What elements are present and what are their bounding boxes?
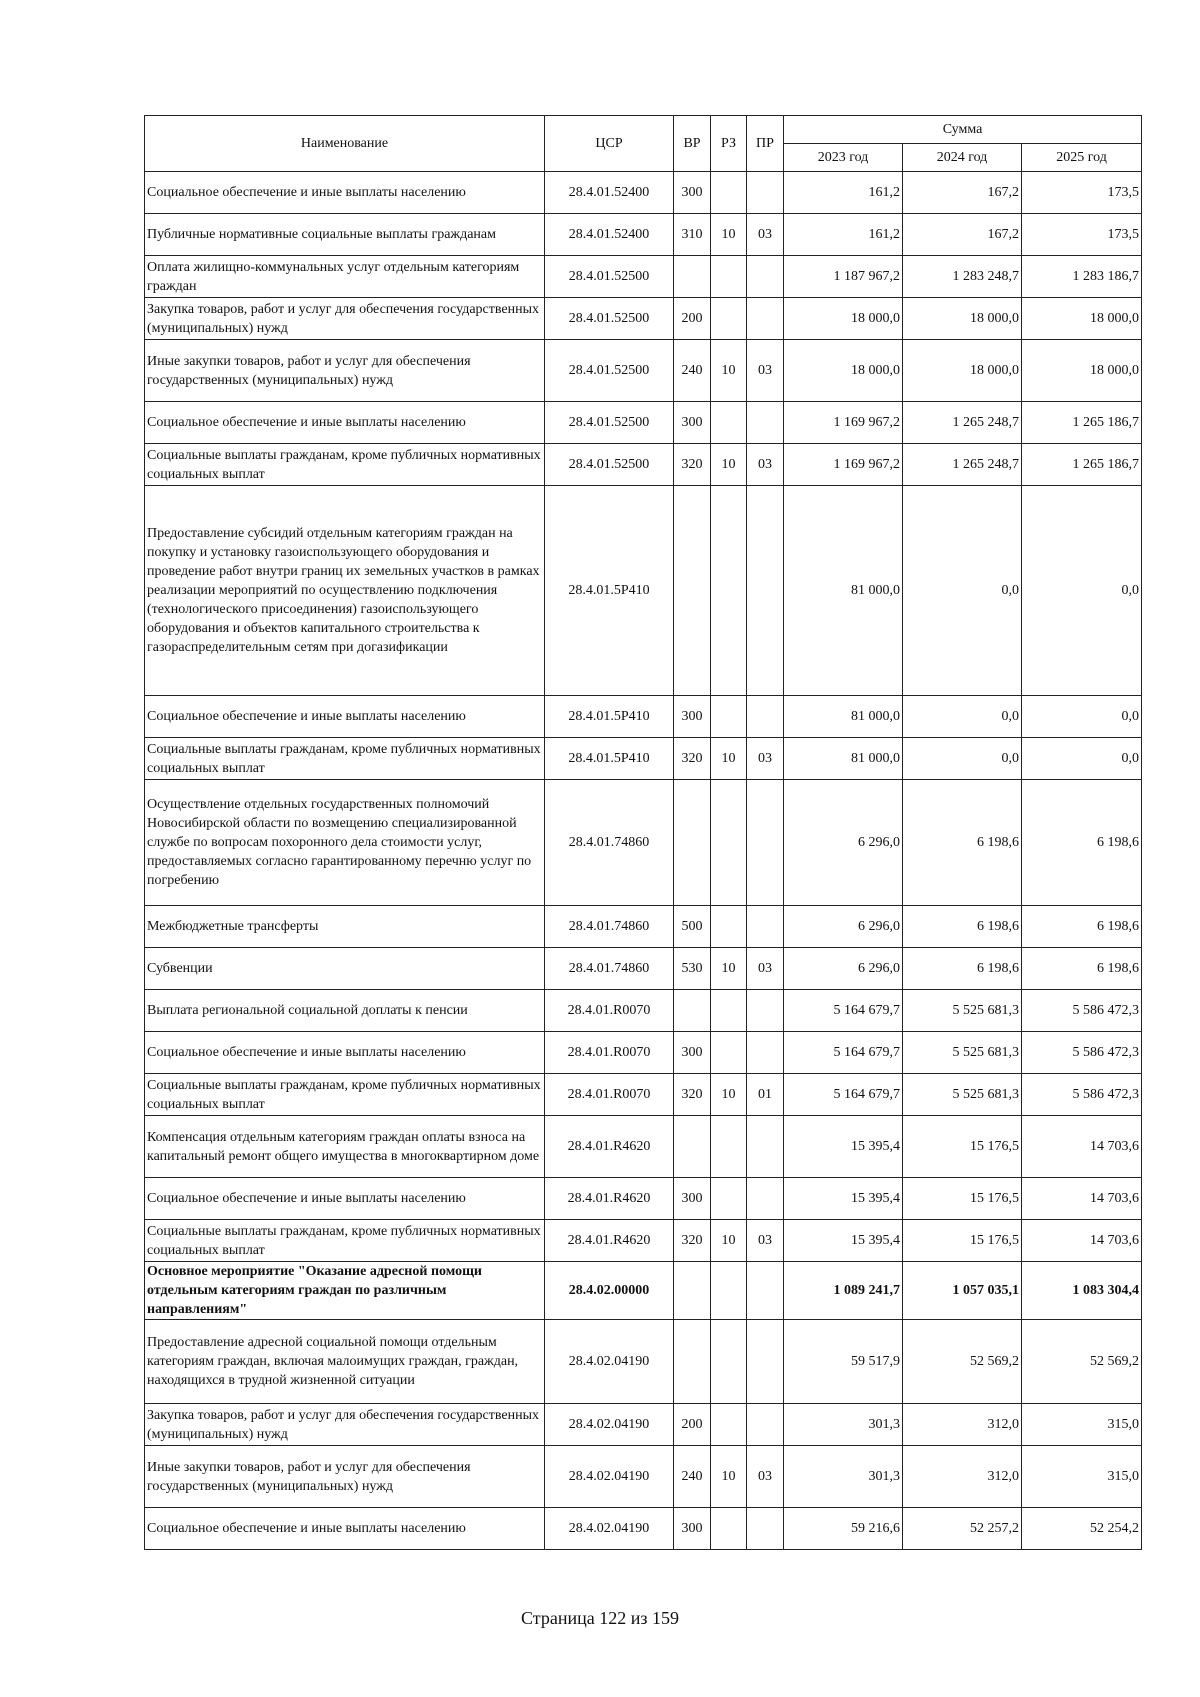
budget-table [144, 115, 1142, 1550]
row-pr: 03 [747, 340, 784, 402]
header-sum: Сумма [784, 116, 1142, 144]
row-rz [711, 1032, 747, 1074]
row-pr [747, 990, 784, 1032]
table-body [145, 172, 1142, 1550]
row-rz [711, 780, 747, 906]
row-sum-2025: 0,0 [1022, 486, 1142, 696]
row-sum-2025: 14 703,6 [1022, 1116, 1142, 1178]
row-vr [674, 486, 711, 696]
row-pr [747, 1262, 784, 1320]
header-csr: ЦСР [545, 116, 674, 172]
row-sum-2024: 312,0 [903, 1446, 1022, 1508]
table-row [145, 780, 1142, 906]
row-sum-2025: 14 703,6 [1022, 1178, 1142, 1220]
row-sum-2023: 5 164 679,7 [784, 990, 903, 1032]
row-sum-2024: 15 176,5 [903, 1178, 1022, 1220]
row-vr: 320 [674, 1074, 711, 1116]
row-csr: 28.4.02.04190 [545, 1446, 674, 1508]
row-sum-2024: 0,0 [903, 486, 1022, 696]
row-vr: 320 [674, 444, 711, 486]
row-rz [711, 172, 747, 214]
row-sum-2023: 6 296,0 [784, 780, 903, 906]
row-sum-2023: 15 395,4 [784, 1178, 903, 1220]
row-pr [747, 486, 784, 696]
row-vr: 300 [674, 402, 711, 444]
table-row [145, 906, 1142, 948]
row-sum-2023: 1 187 967,2 [784, 256, 903, 298]
row-sum-2024: 15 176,5 [903, 1220, 1022, 1262]
row-csr: 28.4.02.04190 [545, 1508, 674, 1550]
row-sum-2024: 6 198,6 [903, 906, 1022, 948]
row-vr [674, 990, 711, 1032]
table-row [145, 172, 1142, 214]
row-name: Социальное обеспечение и иные выплаты населению [145, 1032, 545, 1074]
row-vr: 300 [674, 1032, 711, 1074]
row-pr [747, 906, 784, 948]
row-pr: 03 [747, 1446, 784, 1508]
row-pr [747, 1404, 784, 1446]
table-row [145, 340, 1142, 402]
table-row [145, 1262, 1142, 1320]
row-csr: 28.4.01.5Р410 [545, 486, 674, 696]
row-sum-2023: 1 169 967,2 [784, 444, 903, 486]
row-vr [674, 1320, 711, 1404]
row-sum-2023: 161,2 [784, 172, 903, 214]
row-rz: 10 [711, 214, 747, 256]
row-pr: 03 [747, 444, 784, 486]
row-pr: 01 [747, 1074, 784, 1116]
row-vr: 240 [674, 340, 711, 402]
row-name: Социальные выплаты гражданам, кроме публичных нормативных социальных выплат [145, 1220, 545, 1262]
row-sum-2025: 173,5 [1022, 172, 1142, 214]
row-name: Социальные выплаты гражданам, кроме публичных нормативных социальных выплат [145, 1074, 545, 1116]
row-name: Основное мероприятие "Оказание адресной помощи отдельным категориям граждан по различным направлениям" [145, 1262, 545, 1320]
row-sum-2025: 315,0 [1022, 1404, 1142, 1446]
row-vr [674, 1262, 711, 1320]
row-sum-2024: 5 525 681,3 [903, 1074, 1022, 1116]
row-vr: 310 [674, 214, 711, 256]
row-vr: 300 [674, 1178, 711, 1220]
row-sum-2023: 1 089 241,7 [784, 1262, 903, 1320]
table-row [145, 444, 1142, 486]
header-name: Наименование [145, 116, 545, 172]
table-row [145, 948, 1142, 990]
row-csr: 28.4.01.52500 [545, 298, 674, 340]
row-name: Межбюджетные трансферты [145, 906, 545, 948]
row-sum-2023: 5 164 679,7 [784, 1032, 903, 1074]
row-name: Закупка товаров, работ и услуг для обеспечения государственных (муниципальных) нужд [145, 298, 545, 340]
row-name: Закупка товаров, работ и услуг для обеспечения государственных (муниципальных) нужд [145, 1404, 545, 1446]
row-csr: 28.4.01.52500 [545, 444, 674, 486]
row-sum-2025: 18 000,0 [1022, 298, 1142, 340]
row-pr [747, 1032, 784, 1074]
table-row [145, 1446, 1142, 1508]
row-name: Иные закупки товаров, работ и услуг для обеспечения государственных (муниципальных) нужд [145, 1446, 545, 1508]
row-name: Социальное обеспечение и иные выплаты населению [145, 1178, 545, 1220]
table-row [145, 1032, 1142, 1074]
row-vr: 300 [674, 172, 711, 214]
row-pr [747, 256, 784, 298]
row-sum-2024: 0,0 [903, 738, 1022, 780]
row-name: Социальное обеспечение и иные выплаты населению [145, 1508, 545, 1550]
table-row [145, 1220, 1142, 1262]
row-sum-2024: 5 525 681,3 [903, 1032, 1022, 1074]
row-sum-2025: 52 569,2 [1022, 1320, 1142, 1404]
row-rz: 10 [711, 340, 747, 402]
row-csr: 28.4.01.74860 [545, 780, 674, 906]
row-csr: 28.4.01.52500 [545, 402, 674, 444]
row-sum-2024: 5 525 681,3 [903, 990, 1022, 1032]
row-pr [747, 1116, 784, 1178]
header-year-2023: 2023 год [784, 144, 903, 172]
row-name: Иные закупки товаров, работ и услуг для обеспечения государственных (муниципальных) нужд [145, 340, 545, 402]
row-sum-2024: 167,2 [903, 172, 1022, 214]
row-sum-2024: 0,0 [903, 696, 1022, 738]
row-sum-2024: 6 198,6 [903, 948, 1022, 990]
row-name: Предоставление субсидий отдельным категориям граждан на покупку и установку газоиспользующего оборудования и проведение работ внутри границ их земельных участков в рамках реализации мероприятий по осуществлению подключения (технологического присоединения) газоиспользующего оборудования и объектов капитального строительства к газораспределительным сетям при догазификации [145, 486, 545, 696]
row-sum-2023: 15 395,4 [784, 1116, 903, 1178]
row-csr: 28.4.01.52500 [545, 256, 674, 298]
row-vr [674, 256, 711, 298]
row-rz [711, 256, 747, 298]
row-name: Осуществление отдельных государственных полномочий Новосибирской области по возмещению специализированной службе по вопросам похоронного дела стоимости услуг, предоставляемых согласно гарантированному перечню услуг по погребению [145, 780, 545, 906]
row-sum-2025: 5 586 472,3 [1022, 1032, 1142, 1074]
table-row [145, 402, 1142, 444]
row-sum-2025: 6 198,6 [1022, 948, 1142, 990]
row-vr: 300 [674, 1508, 711, 1550]
row-csr: 28.4.01.R0070 [545, 1032, 674, 1074]
row-sum-2025: 1 265 186,7 [1022, 444, 1142, 486]
row-rz [711, 990, 747, 1032]
row-csr: 28.4.01.52500 [545, 340, 674, 402]
row-pr [747, 172, 784, 214]
table-row [145, 1116, 1142, 1178]
row-vr [674, 780, 711, 906]
row-name: Социальное обеспечение и иные выплаты населению [145, 696, 545, 738]
row-pr [747, 1508, 784, 1550]
row-name: Публичные нормативные социальные выплаты гражданам [145, 214, 545, 256]
row-sum-2023: 59 517,9 [784, 1320, 903, 1404]
row-rz: 10 [711, 1074, 747, 1116]
row-sum-2023: 59 216,6 [784, 1508, 903, 1550]
row-sum-2024: 18 000,0 [903, 298, 1022, 340]
table-row [145, 256, 1142, 298]
row-csr: 28.4.01.5Р410 [545, 696, 674, 738]
table-row [145, 1404, 1142, 1446]
row-pr [747, 696, 784, 738]
row-name: Субвенции [145, 948, 545, 990]
row-pr: 03 [747, 948, 784, 990]
row-rz: 10 [711, 1446, 747, 1508]
table-header [145, 116, 1142, 172]
header-vr: ВР [674, 116, 711, 172]
row-csr: 28.4.01.R4620 [545, 1220, 674, 1262]
header-year-2025: 2025 год [1022, 144, 1142, 172]
row-pr [747, 298, 784, 340]
row-sum-2023: 81 000,0 [784, 696, 903, 738]
table-row [145, 1074, 1142, 1116]
row-name: Социальное обеспечение и иные выплаты населению [145, 402, 545, 444]
row-sum-2025: 52 254,2 [1022, 1508, 1142, 1550]
row-pr [747, 1320, 784, 1404]
row-sum-2024: 167,2 [903, 214, 1022, 256]
row-pr [747, 402, 784, 444]
row-rz [711, 1404, 747, 1446]
row-csr: 28.4.01.52400 [545, 172, 674, 214]
row-sum-2024: 6 198,6 [903, 780, 1022, 906]
row-sum-2023: 18 000,0 [784, 298, 903, 340]
row-rz [711, 1116, 747, 1178]
page-number: Страница 122 из 159 [521, 1608, 679, 1628]
row-sum-2023: 1 169 967,2 [784, 402, 903, 444]
row-sum-2025: 6 198,6 [1022, 780, 1142, 906]
row-rz: 10 [711, 738, 747, 780]
row-pr [747, 1178, 784, 1220]
row-sum-2023: 81 000,0 [784, 486, 903, 696]
table-row [145, 990, 1142, 1032]
row-sum-2025: 5 586 472,3 [1022, 1074, 1142, 1116]
row-sum-2025: 6 198,6 [1022, 906, 1142, 948]
row-vr: 300 [674, 696, 711, 738]
row-sum-2024: 15 176,5 [903, 1116, 1022, 1178]
row-name: Социальное обеспечение и иные выплаты населению [145, 172, 545, 214]
row-sum-2023: 6 296,0 [784, 948, 903, 990]
table-row [145, 214, 1142, 256]
table-row [145, 486, 1142, 696]
row-name: Социальные выплаты гражданам, кроме публичных нормативных социальных выплат [145, 738, 545, 780]
row-rz: 10 [711, 1220, 747, 1262]
table-row [145, 1320, 1142, 1404]
row-sum-2023: 301,3 [784, 1446, 903, 1508]
row-sum-2024: 52 569,2 [903, 1320, 1022, 1404]
row-sum-2023: 15 395,4 [784, 1220, 903, 1262]
row-sum-2025: 5 586 472,3 [1022, 990, 1142, 1032]
row-pr: 03 [747, 1220, 784, 1262]
row-rz: 10 [711, 948, 747, 990]
row-sum-2024: 52 257,2 [903, 1508, 1022, 1550]
row-csr: 28.4.01.R4620 [545, 1178, 674, 1220]
row-rz [711, 1262, 747, 1320]
row-rz [711, 298, 747, 340]
row-sum-2024: 1 265 248,7 [903, 444, 1022, 486]
row-vr: 200 [674, 298, 711, 340]
table-row [145, 1178, 1142, 1220]
row-pr: 03 [747, 738, 784, 780]
row-name: Социальные выплаты гражданам, кроме публичных нормативных социальных выплат [145, 444, 545, 486]
row-sum-2025: 1 283 186,7 [1022, 256, 1142, 298]
row-sum-2025: 14 703,6 [1022, 1220, 1142, 1262]
row-sum-2025: 1 083 304,4 [1022, 1262, 1142, 1320]
row-sum-2024: 1 057 035,1 [903, 1262, 1022, 1320]
row-rz [711, 1178, 747, 1220]
row-csr: 28.4.01.52400 [545, 214, 674, 256]
row-rz [711, 402, 747, 444]
row-rz [711, 1320, 747, 1404]
row-rz [711, 1508, 747, 1550]
row-csr: 28.4.01.R0070 [545, 990, 674, 1032]
row-csr: 28.4.02.04190 [545, 1320, 674, 1404]
header-pr: ПР [747, 116, 784, 172]
row-sum-2025: 1 265 186,7 [1022, 402, 1142, 444]
row-sum-2024: 18 000,0 [903, 340, 1022, 402]
table-row [145, 738, 1142, 780]
row-sum-2025: 0,0 [1022, 696, 1142, 738]
row-sum-2023: 161,2 [784, 214, 903, 256]
row-sum-2024: 1 265 248,7 [903, 402, 1022, 444]
table-row [145, 1508, 1142, 1550]
row-rz [711, 486, 747, 696]
row-sum-2025: 18 000,0 [1022, 340, 1142, 402]
table-row [145, 298, 1142, 340]
row-vr: 200 [674, 1404, 711, 1446]
row-sum-2025: 315,0 [1022, 1446, 1142, 1508]
row-sum-2023: 6 296,0 [784, 906, 903, 948]
row-sum-2023: 5 164 679,7 [784, 1074, 903, 1116]
row-rz [711, 906, 747, 948]
row-pr: 03 [747, 214, 784, 256]
row-vr: 320 [674, 1220, 711, 1262]
header-rz: РЗ [711, 116, 747, 172]
row-sum-2023: 18 000,0 [784, 340, 903, 402]
row-vr: 500 [674, 906, 711, 948]
row-vr: 530 [674, 948, 711, 990]
row-sum-2025: 173,5 [1022, 214, 1142, 256]
row-sum-2023: 301,3 [784, 1404, 903, 1446]
row-name: Выплата региональной социальной доплаты к пенсии [145, 990, 545, 1032]
table-row [145, 696, 1142, 738]
row-vr: 320 [674, 738, 711, 780]
row-sum-2025: 0,0 [1022, 738, 1142, 780]
row-csr: 28.4.01.74860 [545, 948, 674, 990]
row-vr [674, 1116, 711, 1178]
row-csr: 28.4.01.R4620 [545, 1116, 674, 1178]
row-name: Предоставление адресной социальной помощи отдельным категориям граждан, включая малоимущих граждан, граждан, находящихся в трудной жизненной ситуации [145, 1320, 545, 1404]
row-csr: 28.4.02.04190 [545, 1404, 674, 1446]
row-vr: 240 [674, 1446, 711, 1508]
row-sum-2024: 312,0 [903, 1404, 1022, 1446]
header-year-2024: 2024 год [903, 144, 1022, 172]
row-sum-2023: 81 000,0 [784, 738, 903, 780]
row-csr: 28.4.01.74860 [545, 906, 674, 948]
row-csr: 28.4.01.5Р410 [545, 738, 674, 780]
row-name: Оплата жилищно-коммунальных услуг отдельным категориям граждан [145, 256, 545, 298]
row-name: Компенсация отдельным категориям граждан оплаты взноса на капитальный ремонт общего имущества в многоквартирном доме [145, 1116, 545, 1178]
row-rz [711, 696, 747, 738]
row-sum-2024: 1 283 248,7 [903, 256, 1022, 298]
row-csr: 28.4.01.R0070 [545, 1074, 674, 1116]
row-rz: 10 [711, 444, 747, 486]
row-pr [747, 780, 784, 906]
row-csr: 28.4.02.00000 [545, 1262, 674, 1320]
